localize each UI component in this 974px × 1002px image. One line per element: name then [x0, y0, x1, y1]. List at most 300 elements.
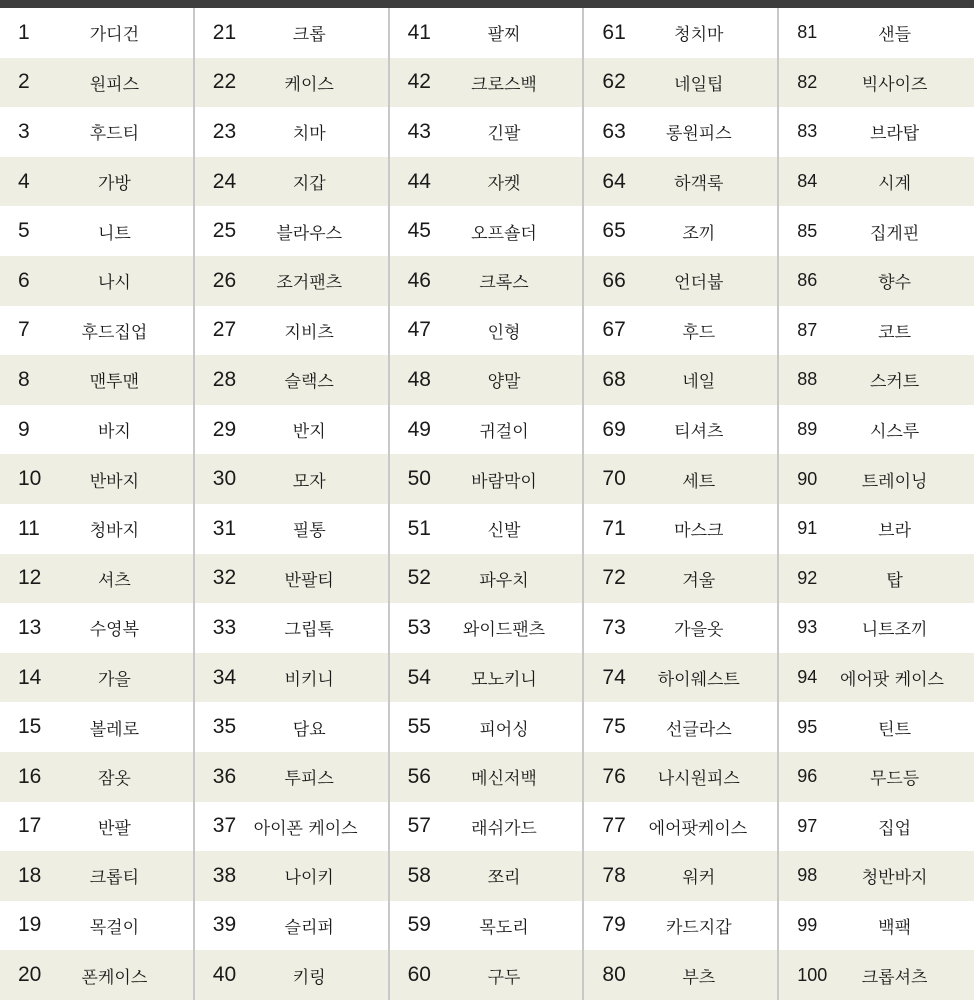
ranking-cell	[390, 504, 585, 554]
keyword-label: 크롭셔츠	[861, 967, 928, 988]
rank-number: 19	[18, 913, 42, 937]
keyword-label: 바람막이	[471, 471, 537, 492]
ranking-cell	[390, 752, 585, 802]
ranking-cell	[779, 702, 974, 752]
top-border-bar	[0, 0, 974, 8]
keyword-label: 트레이닝	[861, 471, 928, 492]
keyword-label: 원피스	[89, 74, 140, 95]
rank-number: 34	[212, 665, 237, 689]
rank-number: 20	[18, 963, 42, 987]
rank-number: 70	[602, 467, 626, 491]
keyword-label: 에어팟 케이스	[840, 670, 944, 691]
rank-number: 55	[407, 715, 431, 739]
keyword-label: 하객룩	[674, 174, 724, 195]
ranking-cell	[584, 653, 779, 703]
rank-number: 7	[18, 318, 30, 342]
rank-number: 79	[602, 913, 626, 937]
ranking-cell	[0, 752, 195, 802]
ranking-cell	[0, 107, 195, 157]
ranking-cell	[390, 454, 585, 504]
table-row	[0, 702, 974, 752]
keyword-label: 롱원피스	[665, 124, 732, 145]
keyword-label: 나이키	[284, 868, 334, 889]
rank-number: 18	[18, 863, 42, 887]
ranking-cell	[0, 554, 195, 604]
ranking-cell	[390, 653, 585, 703]
keyword-label: 시스루	[869, 422, 920, 443]
ranking-cell	[390, 58, 585, 108]
rank-number: 47	[407, 318, 431, 342]
ranking-cell	[195, 702, 390, 752]
keyword-label: 메신저백	[471, 769, 537, 790]
table-row	[0, 901, 974, 951]
keyword-label: 세트	[682, 471, 716, 492]
rank-number: 36	[212, 764, 237, 788]
keyword-label: 목도리	[479, 917, 529, 938]
ranking-cell	[195, 58, 390, 108]
table-row	[0, 851, 974, 901]
ranking-table	[0, 8, 974, 1002]
rank-number: 30	[212, 467, 237, 491]
keyword-label: 시계	[878, 174, 912, 195]
rank-number: 8	[18, 367, 30, 391]
keyword-label: 워커	[682, 868, 716, 889]
ranking-cell	[0, 603, 195, 653]
rank-number: 75	[602, 715, 626, 739]
rank-number: 13	[18, 615, 42, 639]
ranking-cell	[195, 405, 390, 455]
rank-number: 94	[797, 667, 818, 688]
rank-number: 25	[212, 219, 237, 243]
keyword-label: 래쉬가드	[471, 818, 537, 839]
keyword-label: 백팩	[878, 917, 912, 938]
ranking-cell	[195, 851, 390, 901]
rank-number: 44	[407, 169, 431, 193]
ranking-cell	[0, 355, 195, 405]
keyword-label: 집게핀	[869, 223, 920, 244]
ranking-cell	[195, 306, 390, 356]
rank-number: 59	[407, 913, 431, 937]
ranking-cell	[584, 306, 779, 356]
ranking-cell	[584, 58, 779, 108]
ranking-cell	[584, 157, 779, 207]
ranking-cell	[584, 901, 779, 951]
ranking-cell	[584, 950, 779, 1000]
rank-number: 42	[407, 70, 431, 94]
ranking-cell	[195, 504, 390, 554]
rank-number: 100	[797, 964, 828, 985]
keyword-label: 조거팬츠	[276, 273, 343, 294]
keyword-label: 반바지	[89, 471, 140, 492]
ranking-cell	[779, 454, 974, 504]
ranking-cell	[0, 653, 195, 703]
rank-number: 52	[407, 566, 431, 590]
rank-number: 93	[797, 617, 818, 638]
ranking-cell	[584, 355, 779, 405]
ranking-cell	[390, 206, 585, 256]
rank-number: 81	[797, 22, 818, 43]
rank-number: 15	[18, 715, 42, 739]
keyword-label: 스커트	[869, 372, 920, 393]
rank-number: 3	[18, 119, 30, 143]
keyword-label: 가디건	[89, 25, 140, 46]
rank-number: 91	[797, 518, 818, 539]
keyword-label: 가방	[97, 174, 131, 195]
rank-number: 17	[18, 814, 42, 838]
ranking-cell	[390, 702, 585, 752]
keyword-label: 긴팔	[487, 124, 521, 145]
keyword-label: 바지	[97, 422, 131, 443]
ranking-cell	[584, 603, 779, 653]
keyword-label: 후드티	[89, 124, 140, 145]
ranking-cell	[0, 802, 195, 852]
table-row	[0, 653, 974, 703]
ranking-cell	[0, 950, 195, 1000]
rank-number: 9	[18, 417, 30, 441]
keyword-label: 팔찌	[487, 25, 521, 46]
rank-number: 43	[407, 119, 431, 143]
keyword-label: 크록스	[479, 273, 529, 294]
rank-number: 5	[18, 219, 30, 243]
keyword-label: 선글라스	[665, 719, 732, 740]
ranking-cell	[390, 851, 585, 901]
keyword-label: 니트조끼	[861, 620, 928, 641]
ranking-cell	[584, 256, 779, 306]
ranking-cell	[779, 653, 974, 703]
rank-number: 82	[797, 71, 818, 92]
keyword-label: 양말	[487, 372, 521, 393]
ranking-cell	[390, 306, 585, 356]
rank-number: 49	[407, 417, 431, 441]
keyword-label: 지갑	[292, 174, 326, 195]
keyword-label: 케이스	[284, 74, 334, 95]
rank-number: 35	[212, 715, 237, 739]
ranking-cell	[0, 306, 195, 356]
keyword-label: 맨투맨	[89, 372, 140, 393]
keyword-label: 빅사이즈	[861, 74, 928, 95]
keyword-label: 슬랙스	[284, 372, 334, 393]
keyword-label: 지비츠	[284, 322, 334, 343]
table-row	[0, 554, 974, 604]
ranking-cell	[779, 603, 974, 653]
rank-number: 84	[797, 171, 818, 192]
keyword-label: 에어팟케이스	[648, 818, 748, 839]
ranking-cell	[584, 405, 779, 455]
keyword-label: 귀걸이	[479, 422, 529, 443]
rank-number: 98	[797, 865, 818, 886]
table-row	[0, 107, 974, 157]
ranking-cell	[390, 107, 585, 157]
ranking-cell	[195, 206, 390, 256]
rank-number: 96	[797, 766, 818, 787]
table-row	[0, 206, 974, 256]
rank-number: 41	[407, 20, 431, 44]
rank-number: 97	[797, 815, 818, 836]
ranking-cell	[779, 752, 974, 802]
rank-number: 83	[797, 121, 818, 142]
rank-number: 32	[212, 566, 237, 590]
ranking-cell	[195, 901, 390, 951]
rank-number: 86	[797, 270, 818, 291]
ranking-cell	[779, 206, 974, 256]
ranking-cell	[779, 8, 974, 58]
keyword-label: 반지	[292, 422, 326, 443]
ranking-cell	[584, 206, 779, 256]
rank-number: 95	[797, 716, 818, 737]
ranking-cell	[584, 504, 779, 554]
rank-number: 67	[602, 318, 626, 342]
ranking-cell	[779, 157, 974, 207]
ranking-cell	[195, 256, 390, 306]
rank-number: 29	[212, 417, 237, 441]
keyword-label: 비키니	[284, 670, 334, 691]
keyword-label: 크롭티	[89, 868, 140, 889]
rank-number: 76	[602, 764, 626, 788]
keyword-label: 담요	[292, 719, 326, 740]
keyword-label: 부츠	[682, 967, 716, 988]
ranking-cell	[779, 950, 974, 1000]
rank-number: 4	[18, 169, 30, 193]
ranking-cell	[195, 802, 390, 852]
table-row	[0, 802, 974, 852]
ranking-cell	[195, 950, 390, 1000]
rank-number: 45	[407, 219, 431, 243]
keyword-label: 모자	[292, 471, 326, 492]
rank-number: 60	[407, 963, 431, 987]
rank-number: 68	[602, 367, 626, 391]
table-row	[0, 157, 974, 207]
ranking-cell	[779, 405, 974, 455]
table-row	[0, 306, 974, 356]
table-row	[0, 256, 974, 306]
keyword-label: 피어싱	[479, 719, 529, 740]
keyword-label: 신발	[487, 521, 521, 542]
keyword-label: 청반바지	[861, 868, 928, 889]
ranking-cell	[390, 901, 585, 951]
ranking-cell	[0, 58, 195, 108]
keyword-label: 모노키니	[471, 670, 537, 691]
rank-number: 90	[797, 468, 818, 489]
rank-number: 99	[797, 914, 818, 935]
keyword-label: 볼레로	[89, 719, 140, 740]
rank-number: 63	[602, 119, 626, 143]
rank-number: 10	[18, 467, 42, 491]
keyword-label: 파우치	[479, 570, 529, 591]
keyword-label: 가을옷	[674, 620, 724, 641]
rank-number: 22	[212, 70, 237, 94]
keyword-label: 겨울	[682, 570, 716, 591]
rank-number: 56	[407, 764, 431, 788]
ranking-cell	[195, 603, 390, 653]
rank-number: 50	[407, 467, 431, 491]
ranking-cell	[390, 603, 585, 653]
rank-number: 85	[797, 220, 818, 241]
rank-number: 54	[407, 665, 431, 689]
keyword-label: 슬리퍼	[284, 917, 334, 938]
ranking-cell	[779, 851, 974, 901]
table-row	[0, 752, 974, 802]
keyword-label: 후드	[682, 322, 716, 343]
keyword-label: 인형	[487, 322, 521, 343]
ranking-cell	[584, 554, 779, 604]
rank-number: 51	[407, 516, 431, 540]
rank-number: 39	[212, 913, 237, 937]
ranking-cell	[390, 256, 585, 306]
keyword-label: 브라탑	[869, 124, 920, 145]
keyword-label: 폰케이스	[81, 967, 148, 988]
rank-number: 28	[212, 367, 237, 391]
rank-number: 61	[602, 20, 626, 44]
rank-number: 78	[602, 863, 626, 887]
rank-number: 72	[602, 566, 626, 590]
ranking-cell	[779, 901, 974, 951]
keyword-label: 탑	[886, 570, 903, 591]
keyword-label: 네일	[682, 372, 716, 393]
rank-number: 80	[602, 963, 626, 987]
rank-number: 26	[212, 268, 237, 292]
keyword-label: 자켓	[487, 174, 521, 195]
keyword-label: 투피스	[284, 769, 334, 790]
rank-number: 2	[18, 70, 30, 94]
keyword-label: 가을	[97, 670, 131, 691]
keyword-label: 네일팁	[674, 74, 724, 95]
table-row	[0, 504, 974, 554]
keyword-label: 잠옷	[97, 769, 131, 790]
ranking-cell	[0, 851, 195, 901]
keyword-label: 틴트	[878, 719, 912, 740]
ranking-cell	[195, 454, 390, 504]
rank-number: 88	[797, 369, 818, 390]
keyword-label: 하이웨스트	[657, 670, 740, 691]
rank-number: 53	[407, 615, 431, 639]
table-row	[0, 355, 974, 405]
keyword-label: 크롭	[292, 25, 326, 46]
ranking-cell	[584, 454, 779, 504]
keyword-label: 향수	[878, 273, 912, 294]
keyword-label: 반팔	[97, 818, 131, 839]
keyword-label: 셔츠	[97, 570, 131, 591]
table-row	[0, 8, 974, 58]
rank-number: 37	[212, 814, 237, 838]
keyword-label: 나시	[97, 273, 131, 294]
keyword-label: 키링	[292, 967, 326, 988]
rank-number: 33	[212, 615, 237, 639]
rank-number: 12	[18, 566, 42, 590]
table-row	[0, 454, 974, 504]
keyword-label: 후드집업	[81, 322, 148, 343]
ranking-cell	[390, 157, 585, 207]
ranking-cell	[779, 306, 974, 356]
keyword-label: 카드지갑	[665, 917, 732, 938]
rank-number: 21	[212, 20, 237, 44]
keyword-label: 구두	[487, 967, 521, 988]
table-row	[0, 405, 974, 455]
rank-number: 14	[18, 665, 42, 689]
keyword-label: 와이드팬츠	[462, 620, 546, 641]
rank-number: 58	[407, 863, 431, 887]
keyword-label: 조끼	[682, 223, 716, 244]
ranking-cell	[779, 355, 974, 405]
rank-number: 64	[602, 169, 626, 193]
rank-number: 74	[602, 665, 626, 689]
keyword-label: 니트	[97, 223, 131, 244]
keyword-label: 마스크	[674, 521, 724, 542]
rank-number: 89	[797, 419, 818, 440]
keyword-label: 블라우스	[276, 223, 343, 244]
keyword-label: 샌들	[878, 25, 912, 46]
rank-number: 66	[602, 268, 626, 292]
ranking-cell	[584, 702, 779, 752]
ranking-cell	[0, 901, 195, 951]
keyword-label: 무드등	[869, 769, 920, 790]
rank-number: 73	[602, 615, 626, 639]
ranking-cell	[779, 554, 974, 604]
ranking-cell	[584, 107, 779, 157]
rank-number: 6	[18, 268, 30, 292]
ranking-cell	[195, 653, 390, 703]
rank-number: 48	[407, 367, 431, 391]
keyword-label: 브라	[878, 521, 912, 542]
keyword-label: 오프숄더	[471, 223, 537, 244]
keyword-label: 수영복	[89, 620, 140, 641]
ranking-cell	[0, 504, 195, 554]
keyword-label: 코트	[878, 322, 912, 343]
ranking-cell	[0, 8, 195, 58]
rank-number: 57	[407, 814, 431, 838]
keyword-label: 그립톡	[284, 620, 334, 641]
rank-number: 62	[602, 70, 626, 94]
ranking-cell	[0, 206, 195, 256]
table-row	[0, 950, 974, 1000]
keyword-label: 청바지	[89, 521, 140, 542]
ranking-cell	[195, 107, 390, 157]
ranking-cell	[195, 554, 390, 604]
ranking-cell	[779, 504, 974, 554]
ranking-cell	[779, 802, 974, 852]
keyword-label: 크로스백	[471, 74, 537, 95]
ranking-cell	[390, 355, 585, 405]
keyword-label: 집업	[878, 818, 912, 839]
rank-number: 38	[212, 863, 237, 887]
rank-number: 27	[212, 318, 237, 342]
keyword-label: 언더붑	[674, 273, 724, 294]
ranking-cell	[0, 157, 195, 207]
rank-number: 24	[212, 169, 237, 193]
table-row	[0, 58, 974, 108]
ranking-cell	[195, 355, 390, 405]
rank-number: 92	[797, 567, 818, 588]
ranking-cell	[195, 752, 390, 802]
ranking-cell	[584, 851, 779, 901]
rank-number: 46	[407, 268, 431, 292]
table-row	[0, 603, 974, 653]
ranking-cell	[0, 256, 195, 306]
ranking-cell	[779, 256, 974, 306]
rank-number: 16	[18, 764, 42, 788]
rank-number: 31	[212, 516, 237, 540]
ranking-cell	[0, 454, 195, 504]
ranking-cell	[390, 8, 585, 58]
keyword-label: 청치마	[674, 25, 724, 46]
ranking-cell	[0, 405, 195, 455]
ranking-cell	[390, 405, 585, 455]
ranking-cell	[390, 554, 585, 604]
ranking-cell	[779, 107, 974, 157]
keyword-label: 티셔츠	[674, 422, 724, 443]
ranking-cell	[584, 802, 779, 852]
keyword-label: 목걸이	[89, 917, 140, 938]
ranking-cell	[390, 802, 585, 852]
